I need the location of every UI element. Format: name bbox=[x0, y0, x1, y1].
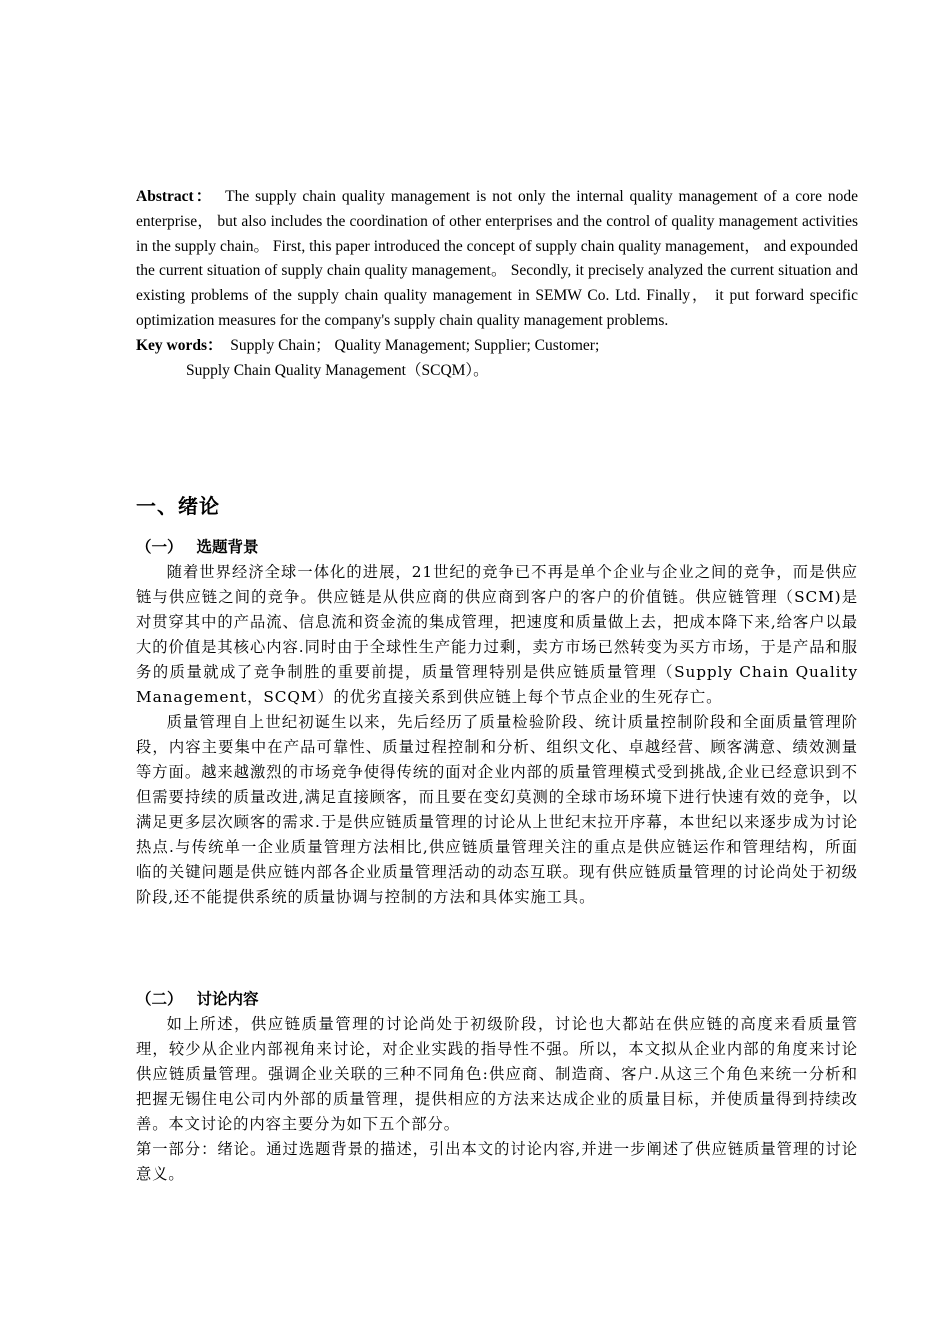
abstract-block bbox=[136, 185, 858, 383]
body-paragraph: 第一部分：绪论。通过选题背景的描述，引出本文的讨论内容,并进一步阐述了供应链质量管理的讨论意义。 bbox=[136, 1139, 858, 1183]
keywords-label: Key words： bbox=[136, 336, 223, 354]
subsection-title: 讨论内容 bbox=[196, 989, 259, 1008]
abstract-paragraph bbox=[136, 185, 858, 334]
keywords-line-2: Supply Chain Quality Management（SCQM）。 bbox=[186, 361, 489, 379]
subsection-title: 选题背景 bbox=[196, 537, 259, 556]
section-title: 一、绪论 bbox=[136, 494, 220, 518]
body-paragraph: 如上所述，供应链质量管理的讨论尚处于初级阶段，讨论也大都站在供应链的高度来看质量管理，较少从企业内部视角来讨论，对企业实践的指导性不强。所以，本文拟从企业内部的角度来讨论供应链质量管理。强调企业关联的三种不同角色:供应商、制造商、客户.从这三个角色来统一分析和把握无锡住电公司内外部的质量管理，提供相应的方法来达成企业的质量目标，并使质量得到持续改善。本文讨论的内容主要分为如下五个部分。 bbox=[136, 1014, 858, 1133]
section-introduction bbox=[136, 490, 858, 519]
keywords-line bbox=[136, 334, 858, 359]
subsection-content bbox=[136, 987, 858, 1187]
subsection-heading bbox=[136, 987, 858, 1012]
subsection-heading bbox=[136, 535, 858, 560]
subsection-background bbox=[136, 535, 858, 910]
body-paragraph: 随着世界经济全球一体化的进展，21世纪的竞争已不再是单个企业与企业之间的竞争，而是供应链与供应链之间的竞争。供应链是从供应商的供应商到客户的客户的价值链。供应链管理（SCM)是对贯穿其中的产品流、信息流和资金流的集成管理，把速度和质量做上去，把成本降下来,给客户以最大的价值是其核心内容.同时由于全球性生产能力过剩，卖方市场已然转变为买方市场，于是产品和服务的质量就成了竞争制胜的重要前提，质量管理特别是供应链质量管理（Supply Chain Quality Management，SCQM）的优劣直接关系到供应链上每个节点企业的生死存亡。 bbox=[136, 562, 858, 706]
keywords-text: Supply Chain； Quality Management; Supplier; Customer; bbox=[230, 336, 600, 354]
subsection-number: （一） bbox=[136, 537, 183, 556]
subsection-number: （二） bbox=[136, 989, 183, 1008]
abstract-text: The supply chain quality management is not only the internal quality management of a core node enterprise， but also includes the coordination of other enterprises and the control of quality management activities in the supply chain。 First, this paper introduced the concept of supply chain quality management， and expounded the current situation of supply chain quality management。 Secondly, it precisely analyzed the current situation and existing problems of the supply chain quality management in SEMW Co. Ltd. Finally， it put forward specific optimization measures for the company's supply chain quality management problems. bbox=[136, 188, 858, 329]
abstract-label: Abstract： bbox=[136, 188, 214, 205]
body-paragraph: 质量管理自上世纪初诞生以来，先后经历了质量检验阶段、统计质量控制阶段和全面质量管理阶段，内容主要集中在产品可靠性、质量过程控制和分析、组织文化、卓越经营、顾客满意、绩效测量等方面。越来越激烈的市场竞争使得传统的面对企业内部的质量管理模式受到挑战,企业已经意识到不但需要持续的质量改进,满足直接顾客，而且要在变幻莫测的全球市场环境下进行快速有效的竞争，以满足更多层次顾客的需求.于是供应链质量管理的讨论从上世纪末拉开序幕，本世纪以来逐步成为讨论热点.与传统单一企业质量管理方法相比,供应链质量管理关注的重点是供应链运作和管理结构，所面临的关键问题是供应链内部各企业质量管理活动的动态互联。现有供应链质量管理的讨论尚处于初级阶段,还不能提供系统的质量协调与控制的方法和具体实施工具。 bbox=[136, 712, 858, 906]
